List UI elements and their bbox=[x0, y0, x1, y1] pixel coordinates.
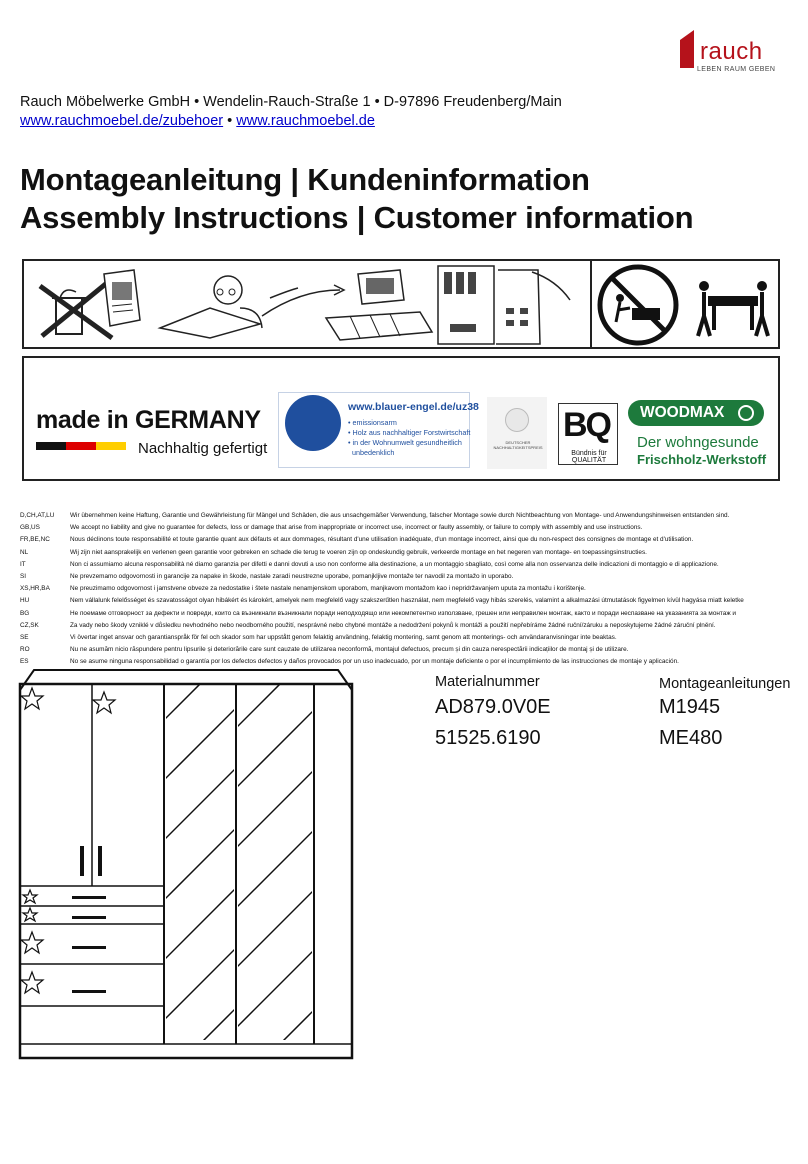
material-number-label: Materialnummer bbox=[435, 674, 540, 690]
disclaimer-row bbox=[20, 632, 790, 644]
two-person-carry-icon bbox=[690, 266, 776, 344]
manual-number: ME480 bbox=[659, 727, 723, 749]
material-number: 51525.6190 bbox=[435, 727, 541, 749]
sustainably-made-label: Nachhaltig gefertigt bbox=[138, 440, 268, 457]
country-codes: SI bbox=[20, 572, 27, 580]
disclaimer-text: Za vady nebo škody vzniklé v důsledku nevhodného nebo neodborného použití, nesprávné nebo chybné montáže a nedodržení pokynů k montáži a použití nepřebíráme žádné ruční/záruku a neposkytujeme žádné záruční plnění. bbox=[70, 621, 716, 629]
page-title-en: Assembly Instructions | Customer information bbox=[20, 200, 694, 235]
company-address: Rauch Möbelwerke GmbH • Wendelin-Rauch-Straße 1 • D-97896 Freudenberg/Main bbox=[20, 94, 562, 110]
country-codes: FR,BE,NC bbox=[20, 536, 50, 544]
accessories-link[interactable]: www.rauchmoebel.de/zubehoer bbox=[20, 113, 224, 129]
disclaimer-row bbox=[20, 571, 790, 583]
country-codes: IT bbox=[20, 560, 26, 568]
link-separator: • bbox=[223, 113, 237, 129]
blauer-engel-item: • emissionsarm bbox=[348, 418, 397, 427]
country-codes: BG bbox=[20, 609, 30, 617]
country-codes: HU bbox=[20, 597, 30, 605]
disclaimer-text: We accept no liability and give no guarantee for defects, loss or damage that arise from inappropriate or incorrect use, incorrect or faulty assembly, or failure to comply with assembly and use instructions. bbox=[70, 524, 643, 532]
blauer-engel-list bbox=[348, 418, 470, 458]
material-number: AD879.0V0E bbox=[435, 696, 551, 718]
woodmax-slogan-1: Der wohngesunde bbox=[637, 434, 759, 451]
woodmax-title: WOODMAX bbox=[640, 404, 725, 421]
disclaimer-row bbox=[20, 534, 790, 546]
bq-subtitle: Bündnis für QUALITÄT bbox=[571, 450, 607, 464]
folder-icon bbox=[320, 266, 440, 346]
disclaimer-text: Wir übernehmen keine Haftung, Garantie und Gewährleistung für Mängel und Schäden, die aus unsachgemäßer Verwendung, falscher Montage sowie durch Nichtbeachtung von Montage- und Anwendungshinweisen entstanden sind. bbox=[70, 512, 730, 519]
disclaimer-text: No se asume ninguna responsabilidad o garantía por los defectos defectos y daños provocados por un uso inadecuado, por un montaje deficiente o por el incumplimiento de las instrucciones de montaje y aplicación. bbox=[70, 658, 679, 666]
made-in-germany-label: made in GERMANY bbox=[36, 406, 261, 434]
bq-logo bbox=[563, 406, 610, 445]
header-links bbox=[20, 113, 375, 129]
flag-stripe-black bbox=[36, 442, 66, 450]
country-codes: NL bbox=[20, 548, 29, 556]
blauer-engel-item: • in der Wohnumwelt gesundheitlich bbox=[348, 438, 462, 447]
disclaimer-row bbox=[20, 608, 790, 620]
brand-name: rauch bbox=[700, 38, 763, 65]
no-single-carry-icon bbox=[596, 264, 682, 346]
disclaimer-row bbox=[20, 559, 790, 571]
award-emblem-icon bbox=[505, 408, 529, 432]
country-codes: GB,US bbox=[20, 524, 40, 532]
disclaimer-text: Nem vállalunk felelősséget és szavatosságot olyan hibákért és károkért, amelyek nem megfelelő vagy szakszerűtlen használat, nem megfelelő vagy hibás szerelés, valamint a alkalmazási útmutatások figyelmen kívül hagyása miatt keletke bbox=[70, 597, 744, 605]
parts-sheet-icon bbox=[436, 264, 576, 346]
disclaimer-text: Не поемаме отговорност за дефекти и повреди, които са възникнали възникнали поради неподходящо или некомпетентно използване, грешен или неправилен монтаж, както и поради неспазване на указанията за монтаж и bbox=[70, 609, 736, 617]
disclaimer-row bbox=[20, 583, 790, 595]
disclaimer-text: Wij zijn niet aansprakelijk en verlenen geen garantie voor gebreken en schade die terug te voeren zijn op ondeskundig gebruik, verkeerde montage en het negeren van montage- en toepassingsinstructies. bbox=[70, 548, 647, 556]
woodmax-slogan-2: Frischholz-Werkstoff bbox=[637, 452, 767, 467]
country-codes: ES bbox=[20, 658, 29, 666]
disclaimer-row bbox=[20, 522, 790, 534]
country-codes: XS,HR,BA bbox=[20, 585, 50, 593]
disclaimer-row bbox=[20, 510, 790, 522]
flag-stripe-red bbox=[66, 442, 96, 450]
woodmax-sun-icon bbox=[738, 405, 754, 421]
disclaimer-text: Nous déclinons toute responsabilité et toute garantie quant aux défauts et aux dommages, résultant d'une utilisation inadéquate, d'un montage incorrect, ainsi que du non-respect des consignes de montage et d'utilisation. bbox=[70, 536, 694, 544]
bq-letters: BQ bbox=[563, 406, 610, 444]
pictogram-divider bbox=[590, 259, 592, 349]
country-codes: CZ,SK bbox=[20, 621, 39, 629]
brand-tagline: LEBEN RAUM GEBEN bbox=[697, 66, 776, 73]
disclaimer-text: Ne preuzimamo odgovornost i jamstvene obveze za nedostatke i štete nastale nenamjenskom uporabom, manjkavom montažom kao i nepridržavanjem uputa za montažu i korištenje. bbox=[70, 585, 586, 593]
booklet-icon bbox=[98, 268, 144, 328]
manual-number-label: Montageanleitungen bbox=[659, 676, 791, 692]
disclaimer-row bbox=[20, 547, 790, 559]
disclaimer-text: Non ci assumiamo alcuna responsabilità né diamo garanzia per difetti e danni dovuti a uso non conforme alla destinazione, a un montaggio sbagliato, così come alla non osservanza delle indicazioni di montaggio e di applicazione. bbox=[70, 560, 719, 568]
disclaimer-text: Nu ne asumăm nicio răspundere pentru lipsurile și deteriorările care sunt cauzate de utilizarea neconformă, montajul defectuos, precum și din cauza nerespectării indicațiilor de montaj și de utilizare. bbox=[70, 646, 629, 654]
award-label: DEUTSCHER NACHHALTIGKEITSPREIS bbox=[493, 440, 543, 450]
website-link[interactable]: www.rauchmoebel.de bbox=[236, 113, 375, 129]
german-flag-icon bbox=[36, 442, 126, 450]
disclaimer-row bbox=[20, 644, 790, 656]
disclaimer-row bbox=[20, 595, 790, 607]
blauer-engel-url: www.blauer-engel.de/uz38 bbox=[348, 401, 479, 413]
flag-stripe-gold bbox=[96, 442, 126, 450]
disclaimer-text: Ne prevzemamo odgovornosti in garancije za napake in škode, nastale zaradi neustrezne uporabe, pomanjkljive montaže ter navodil za montažo in uporabo. bbox=[70, 572, 514, 580]
disclaimer-row bbox=[20, 620, 790, 632]
liability-disclaimer bbox=[20, 510, 790, 668]
country-codes: RO bbox=[20, 646, 30, 654]
country-codes: SE bbox=[20, 633, 29, 641]
blauer-engel-item: unbedenklich bbox=[348, 448, 395, 457]
disclaimer-text: Vi övertar inget ansvar och garantianspråk för fel och skador som har uppstått genom felaktig användning, felaktig montering, samt genom att monterings- och användaranvisningar inte beaktas. bbox=[70, 633, 617, 641]
blauer-engel-item: • Holz aus nachhaltiger Forstwirtschaft bbox=[348, 428, 471, 437]
blauer-engel-logo-icon bbox=[285, 395, 341, 451]
country-codes: D,CH,AT,LU bbox=[20, 512, 55, 519]
manual-number: M1945 bbox=[659, 696, 721, 718]
wardrobe-drawing bbox=[18, 666, 354, 1062]
page-title-de: Montageanleitung | Kundeninformation bbox=[20, 162, 590, 197]
